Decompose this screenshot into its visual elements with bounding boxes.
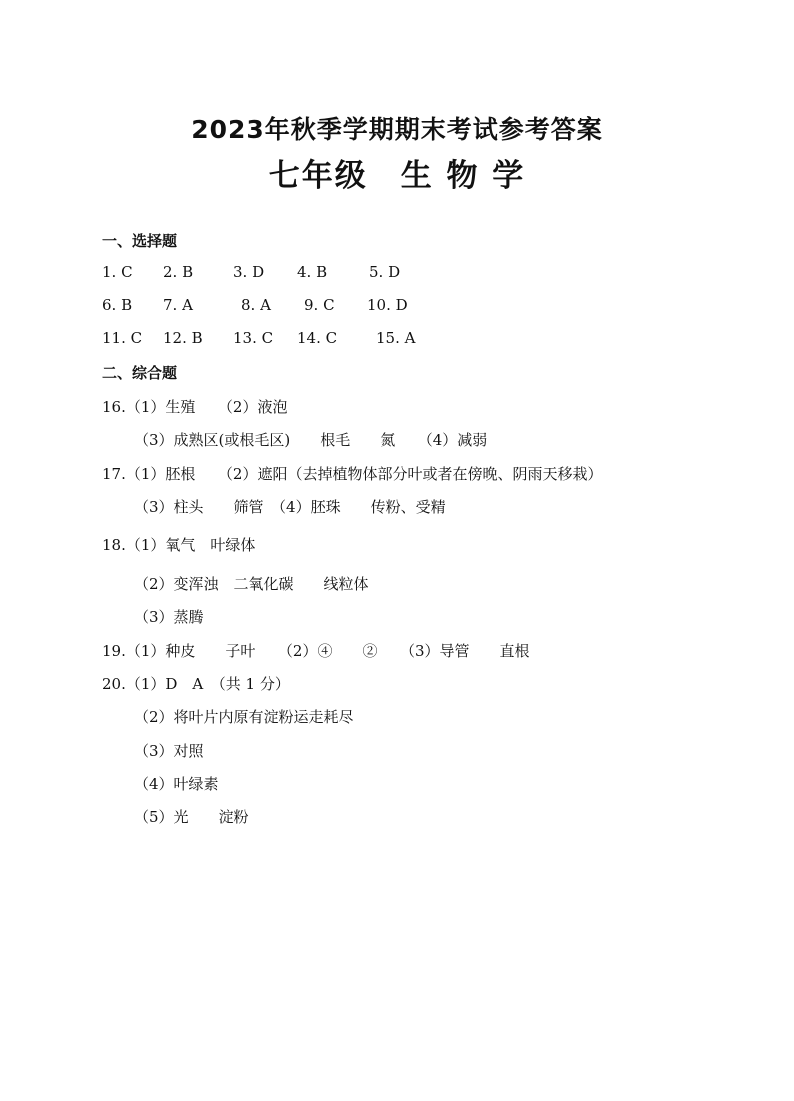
page-title: 2023年秋季学期期末考试参考答案 [191, 115, 603, 144]
answer-line-20-cont3: （4）叶绿素 [134, 775, 219, 793]
answer-11: 11. C [102, 329, 143, 347]
page-subtitle: 七年级 生 物 学 [268, 158, 526, 194]
answer-line-18-cont: （2）变浑浊 二氧化碳 线粒体 [134, 575, 369, 593]
answer-2: 2. B [163, 263, 194, 281]
answer-line-18-cont2: （3）蒸腾 [134, 608, 204, 626]
answer-13: 13. C [233, 329, 274, 347]
answer-line-20-cont4: （5）光 淀粉 [134, 808, 249, 826]
answer-line-18: 18.（1）氧气 叶绿体 [102, 536, 256, 554]
answer-1: 1. C [102, 263, 133, 281]
answer-line-20-cont2: （3）对照 [134, 742, 204, 760]
answer-line-16-cont: （3）成熟区(或根毛区) 根毛 氮 （4）减弱 [134, 431, 488, 449]
answer-line-17: 17.（1）胚根 （2）遮阳（去掉植物体部分叶或者在傍晚、阴雨天移栽） [102, 465, 603, 483]
answer-4: 4. B [297, 263, 328, 281]
answer-14: 14. C [297, 329, 338, 347]
answer-12: 12. B [163, 329, 203, 347]
answer-5: 5. D [369, 263, 401, 281]
answer-6: 6. B [102, 296, 133, 314]
answer-10: 10. D [367, 296, 408, 314]
answer-line-20-cont: （2）将叶片内原有淀粉运走耗尽 [134, 708, 354, 726]
answer-line-17-cont: （3）柱头 筛管 （4）胚珠 传粉、受精 [134, 498, 446, 516]
answer-7: 7. A [163, 296, 193, 314]
section-heading-comprehensive: 二、综合题 [102, 364, 178, 382]
answer-15: 15. A [376, 329, 416, 347]
answer-line-19: 19.（1）种皮 子叶 （2）④ ② （3）导管 直根 [102, 642, 530, 660]
answer-9: 9. C [304, 296, 335, 314]
answer-3: 3. D [233, 263, 265, 281]
answer-8: 8. A [241, 296, 271, 314]
answer-line-20: 20.（1）D A （共 1 分） [102, 675, 290, 693]
section-heading-choice: 一、选择题 [102, 232, 178, 250]
answer-line-16: 16.（1）生殖 （2）液泡 [102, 398, 288, 416]
